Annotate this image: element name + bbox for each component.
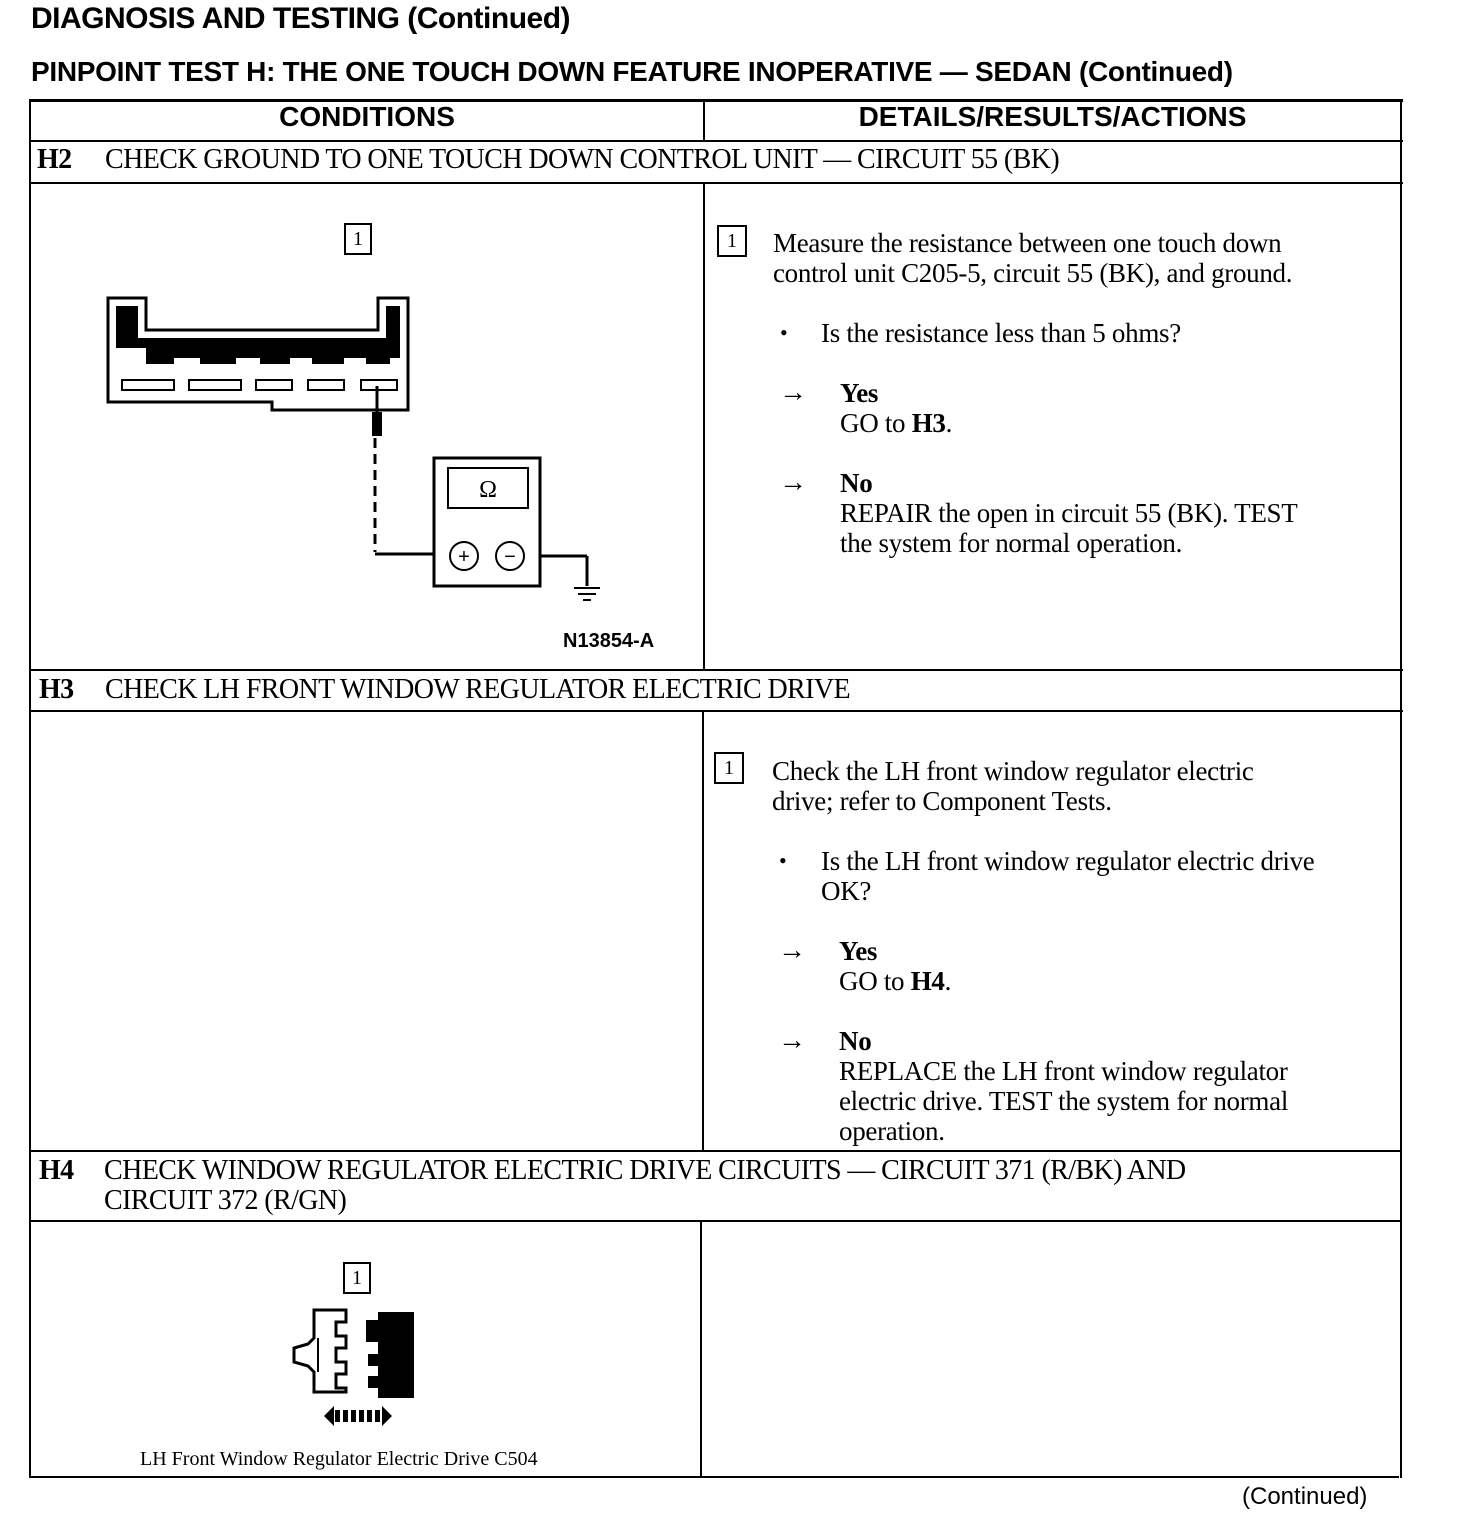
arrow-icon: → (779, 377, 807, 408)
connector-meter-diagram (100, 290, 620, 610)
c504-connector-diagram (288, 1302, 428, 1432)
step-h2-number: H2 (37, 144, 72, 175)
step-h2-heading: CHECK GROUND TO ONE TOUCH DOWN CONTROL UNIT — CIRCUIT 55 (BK) (105, 144, 1060, 175)
figure-step-number: 1 (344, 223, 372, 255)
bullet-icon: • (779, 848, 787, 873)
minus-terminal: − (504, 546, 516, 568)
figure-code: N13854-A (563, 630, 655, 652)
page-title: DIAGNOSIS AND TESTING (Continued) (31, 2, 571, 35)
continued-label: (Continued) (1242, 1483, 1368, 1510)
pinpoint-test-title: PINPOINT TEST H: THE ONE TOUCH DOWN FEATURE INOPERATIVE — SEDAN (Continued) (31, 56, 1233, 87)
step-h3-heading: CHECK LH FRONT WINDOW REGULATOR ELECTRIC DRIVE (105, 674, 850, 705)
question-text: Is the LH front window regulator electric drive OK? (821, 846, 1315, 906)
action-step-number: 1 (717, 225, 747, 257)
step-h4-heading: CHECK WINDOW REGULATOR ELECTRIC DRIVE CIRCUITS — CIRCUIT 371 (R/BK) AND (104, 1155, 1186, 1186)
action-instruction: Check the LH front window regulator electric drive; refer to Component Tests. (772, 756, 1254, 816)
action-step-number: 1 (714, 752, 744, 784)
column-header-conditions: CONDITIONS (279, 101, 455, 132)
plus-terminal: + (458, 546, 470, 568)
step-h3-title (39, 674, 850, 706)
step-h4-number: H4 (39, 1155, 74, 1186)
no-result: No REPLACE the LH front window regulator electric drive. TEST the system for normal operation. (839, 1026, 1289, 1146)
arrow-icon: → (778, 1025, 806, 1056)
action-instruction: Measure the resistance between one touch down control unit C205-5, circuit 55 (BK), and ground. (773, 228, 1293, 288)
bullet-icon: • (780, 320, 788, 345)
yes-result: Yes GO to H3. (840, 378, 953, 438)
figure-caption: LH Front Window Regulator Electric Drive C504 (140, 1448, 538, 1470)
no-result: No REPAIR the open in circuit 55 (BK). TEST the system for normal operation. (840, 468, 1298, 558)
arrow-icon: → (779, 467, 807, 498)
step-h3-number: H3 (39, 674, 74, 705)
figure-step-number: 1 (343, 1262, 371, 1294)
step-h4-title: H4 CHECK WINDOW REGULATOR ELECTRIC DRIVE CIRCUITS — CIRCUIT 371 (R/BK) AND CIRCUIT 372 (R/GN) (39, 1155, 1186, 1216)
step-h2-title (37, 144, 1059, 176)
arrow-icon: → (778, 935, 806, 966)
ohm-symbol: Ω (479, 477, 497, 503)
column-header-details: DETAILS/RESULTS/ACTIONS (858, 101, 1247, 132)
question-text: Is the resistance less than 5 ohms? (821, 318, 1181, 348)
yes-result: Yes GO to H4. (839, 936, 952, 996)
